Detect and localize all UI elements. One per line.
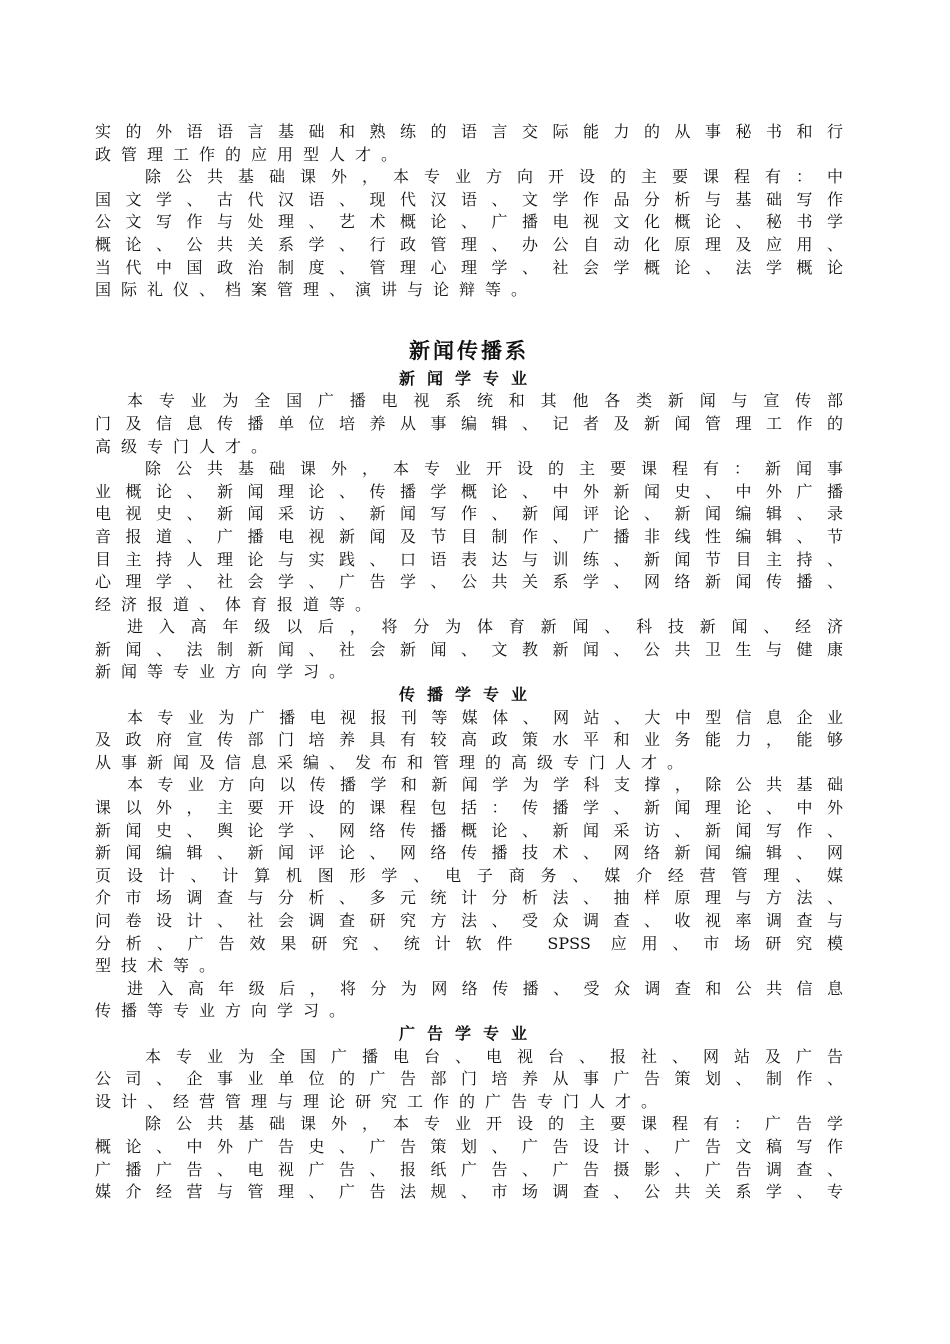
major-title: 广告学专业	[398, 1023, 539, 1043]
text-line: 新闻史、舆论学、网络传播概论、新闻采访、新闻写作、	[95, 820, 843, 840]
section-gap	[95, 302, 843, 336]
text-line: 心理学、社会学、广告学、公共关系学、网络新闻传播、	[95, 572, 843, 592]
text-line: 经济报道、体育报道等。	[95, 594, 382, 614]
department-title: 新闻传播系	[409, 338, 529, 363]
text-line: 本专业为广播电视报刊等媒体、网站、大中型信息企业	[127, 707, 843, 727]
major-title: 传播学专业	[398, 685, 539, 705]
text-line: 公司、企事业单位的广告部门培养从事广告策划、制作、	[95, 1069, 843, 1089]
text-line: 除公共基础课外，本专业开设的主要课程有：广告学	[145, 1114, 843, 1134]
advertising-major	[95, 1023, 843, 1204]
text-line: 新闻编辑、新闻评论、网络传播技术、网络新闻编辑、网	[95, 843, 843, 863]
text-line: 进入高年级后，将分为网络传播、受众调查和公共信息	[127, 978, 843, 998]
text-line: 业概论、新闻理论、传播学概论、中外新闻史、中外广播	[95, 481, 843, 501]
text-line: 概论、中外广告史、广告策划、广告设计、广告文稿写作	[95, 1136, 843, 1156]
text-line: 及政府宣传部门培养具有较高政策水平和业务能力，能够	[95, 730, 843, 750]
text-line: 型技术等。	[95, 956, 226, 976]
text-line: 广播广告、电视广告、报纸广告、广告摄影、广告调查、	[95, 1159, 843, 1179]
text-line: 除公共基础课外，本专业开设的主要课程有：新闻事	[145, 459, 843, 479]
communication-major	[95, 684, 843, 1023]
text-line: 音报道、广播电视新闻及节目制作、广播非线性编辑、节	[95, 526, 843, 546]
text-line: 电视史、新闻采访、新闻写作、新闻评论、新闻编辑、录	[95, 504, 843, 524]
text-line: 本专业为全国广播电台、电视台、报社、网站及广告	[145, 1046, 843, 1066]
text-line: 新闻、法制新闻、社会新闻、文教新闻、公共卫生与健康	[95, 639, 843, 659]
text-line: 国际礼仪、档案管理、演讲与论辩等。	[95, 280, 538, 300]
document-page	[95, 121, 843, 1204]
text-line: 进入高年级以后，将分为体育新闻、科技新闻、经济	[127, 617, 843, 637]
text-line: 概论、公共关系学、行政管理、办公自动化原理及应用、	[95, 234, 843, 254]
text-line: 问卷设计、社会调查研究方法、受众调查、收视率调查与	[95, 911, 843, 930]
text-line: 新闻等专业方向学习。	[95, 662, 356, 682]
text-line: 页设计、计算机图形学、电子商务、媒介经营管理、媒	[95, 865, 843, 885]
text-line: 实的外语语言基础和熟练的语言交际能力的从事秘书和行	[95, 122, 843, 141]
text-line: 设计、经营管理与理论研究工作的广告专门人才。	[95, 1091, 668, 1111]
secretary-major-continuation	[95, 121, 843, 302]
text-line: 本专业方向以传播学和新闻学为学科支撑，除公共基础	[127, 775, 843, 795]
journalism-major	[95, 368, 843, 684]
text-line: 传播等专业方向学习。	[95, 1001, 356, 1021]
text-line: 高级专门人才。	[95, 436, 278, 456]
text-line: 分析、广告效果研究、统计软件 SPSS 应用、市场研究模	[95, 933, 843, 953]
text-line: 目主持人理论与实践、口语表达与训练、新闻节目主持、	[95, 549, 843, 569]
text-line: 当代中国政治制度、管理心理学、社会学概论、法学概论	[95, 257, 843, 277]
text-line: 公文写作与处理、艺术概论、广播电视文化概论、秘书学	[95, 212, 843, 232]
text-line: 国文学、古代汉语、现代汉语、文学作品分析与基础写作	[95, 189, 843, 209]
text-line: 门及信息传播单位培养从事编辑、记者及新闻管理工作的	[95, 413, 843, 433]
text-line: 本专业为全国广播电视系统和其他各类新闻与宣传部	[127, 391, 843, 411]
text-line: 政管理工作的应用型人才。	[95, 144, 408, 164]
text-line: 从事新闻及信息采编、发布和管理的高级专门人才。	[95, 752, 694, 772]
text-line: 课以外，主要开设的课程包括：传播学、新闻理论、中外	[95, 798, 843, 818]
text-line: 介市场调查与分析、多元统计分析法、抽样原理与方法、	[95, 888, 843, 908]
text-line: 除公共基础课外，本专业方向开设的主要课程有：中	[145, 167, 843, 187]
major-title: 新闻学专业	[398, 368, 539, 388]
text-line: 媒介经营与管理、广告法规、市场调查、公共关系学、专	[95, 1182, 843, 1202]
